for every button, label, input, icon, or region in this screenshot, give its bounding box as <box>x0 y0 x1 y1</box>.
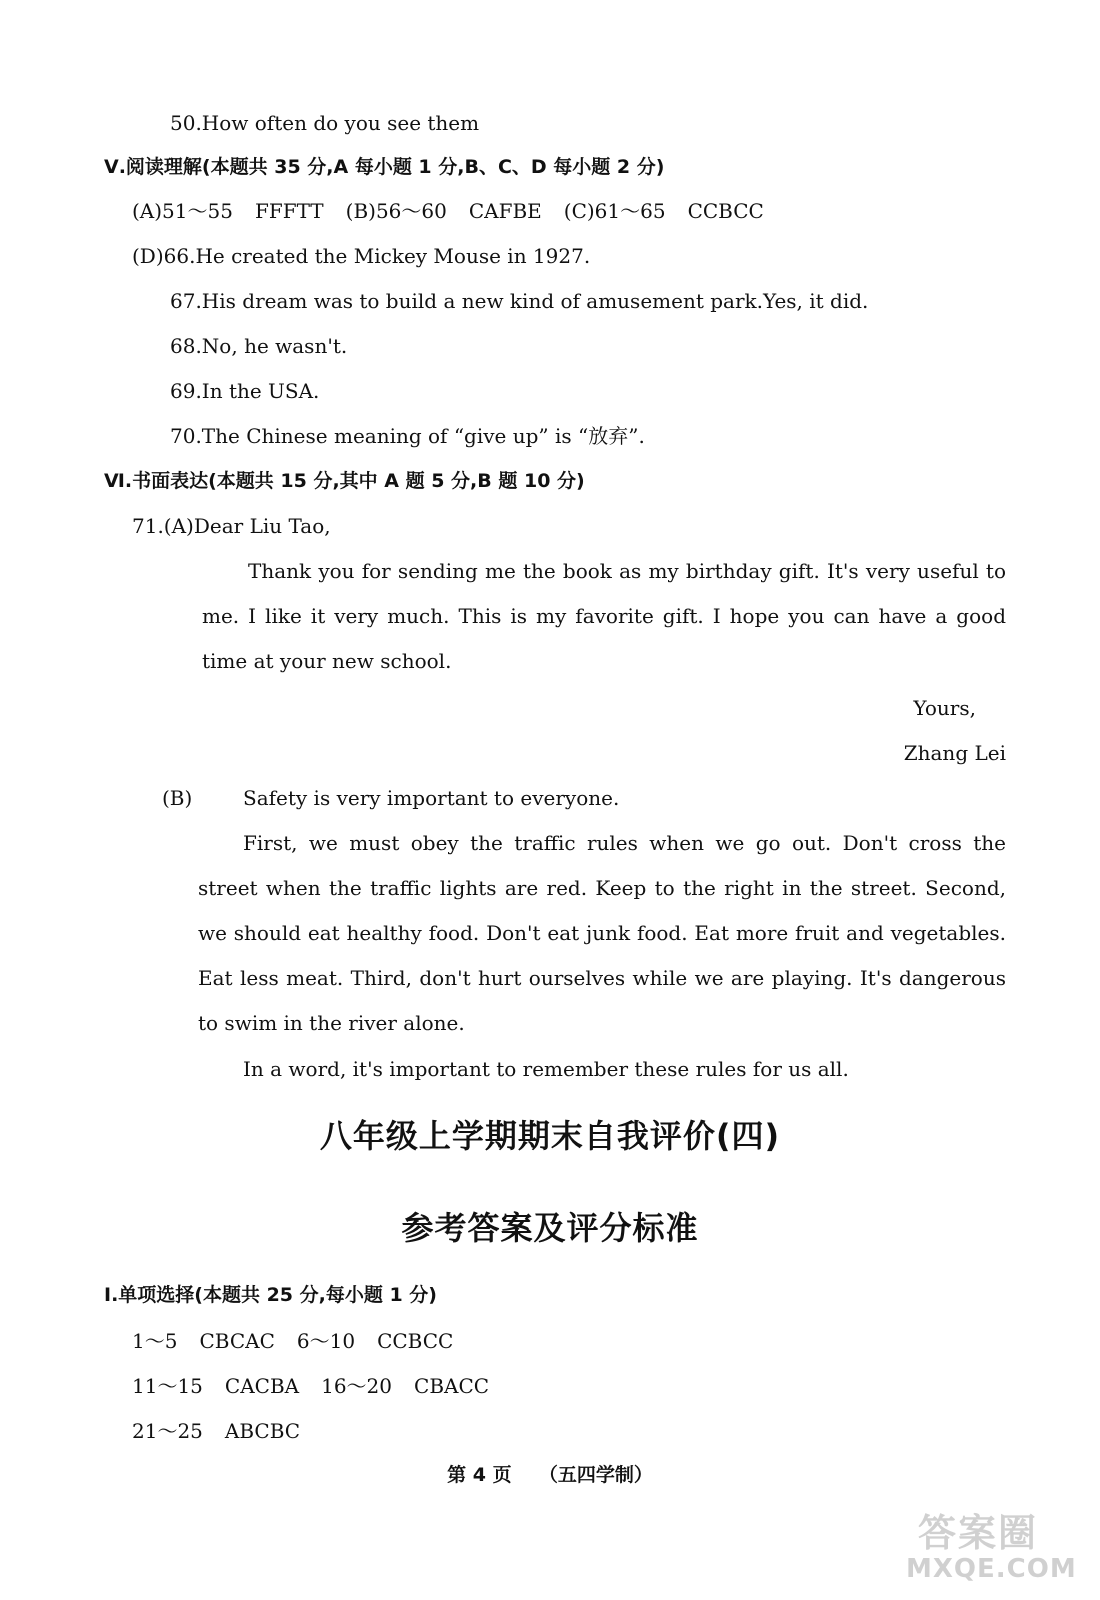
answer-row <box>132 1373 489 1399</box>
answer-value: CCBCC <box>377 1329 454 1353</box>
writing-a-closing: Yours, <box>913 696 976 720</box>
writing-b-body: First, we must obey the traffic rules when we go out. Don't cross the street when the traffic lights are red. Keep to the right in the street. Second, we should eat healthy food. Don't eat junk food. Eat more fruit and vegetables. Eat less meat. Third, don't hurt ourselves while we are playing. It's dangerous to swim in the river alone. <box>198 831 1006 1035</box>
school-system: （五四学制） <box>538 1464 653 1486</box>
section-heading-reading: Ⅴ.阅读理解(本题共 35 分,A 每小题 1 分,B、C、D 每小题 2 分) <box>104 156 665 178</box>
answer-d-66: (D)66.He created the Mickey Mouse in 1927. <box>132 244 591 268</box>
watermark-url: MXQE.COM <box>906 1554 1077 1584</box>
answer-range: 6～10 <box>296 1329 356 1353</box>
page-title: 八年级上学期期末自我评价(四) <box>319 1117 781 1155</box>
answer-row <box>132 1328 453 1354</box>
answer-d-68: 68.No, he wasn't. <box>170 334 348 358</box>
answer-range: 1～5 <box>132 1329 178 1353</box>
answers-abc-row <box>132 198 764 224</box>
answer-value: CACBA <box>224 1374 300 1398</box>
answer-value: ABCBC <box>224 1419 301 1443</box>
page-subtitle: 参考答案及评分标准 <box>401 1209 699 1247</box>
answer-a-label: (A)51～55 <box>132 199 233 223</box>
section-heading-writing: Ⅵ.书面表达(本题共 15 分,其中 A 题 5 分,B 题 10 分) <box>104 470 585 492</box>
answer-value: CBCAC <box>199 1329 275 1353</box>
page-footer <box>0 1462 1100 1488</box>
writing-b-conclusion: In a word, it's important to remember these rules for us all. <box>243 1057 849 1081</box>
answer-q50: 50.How often do you see them <box>170 111 480 135</box>
answer-range: 11～15 <box>132 1374 203 1398</box>
answer-c-value: CCBCC <box>687 199 764 223</box>
answer-range: 16～20 <box>321 1374 393 1398</box>
writing-b-first-line: Safety is very important to everyone. <box>243 786 620 810</box>
answer-range: 21～25 <box>132 1419 203 1443</box>
answer-c-label: (C)61～65 <box>563 199 666 223</box>
writing-a-signature: Zhang Lei <box>903 741 1006 765</box>
site-watermark <box>898 1502 1078 1592</box>
writing-a-label: 71.(A)Dear Liu Tao, <box>132 514 331 538</box>
writing-a-body: Thank you for sending me the book as my birthday gift. It's very useful to me. I like it very much. This is my favorite gift. I hope you can have a good time at your new school. <box>202 559 1006 673</box>
answer-b-label: (B)56～60 <box>345 199 447 223</box>
answer-b-value: CAFBE <box>468 199 542 223</box>
watermark-logo-text: 答案圈 <box>918 1511 1039 1555</box>
answer-row <box>132 1418 300 1444</box>
answer-a-value: FFFTT <box>254 199 324 223</box>
answer-d-69: 69.In the USA. <box>170 379 320 403</box>
answer-value: CBACC <box>414 1374 490 1398</box>
answer-d-67: 67.His dream was to build a new kind of amusement park.Yes, it did. <box>170 289 869 313</box>
page-number: 第 4 页 <box>447 1464 512 1486</box>
answer-d-70: 70.The Chinese meaning of “give up” is “放弃”. <box>170 424 645 448</box>
section-heading-single-choice: Ⅰ.单项选择(本题共 25 分,每小题 1 分) <box>104 1284 437 1306</box>
writing-b-label: (B) <box>162 786 193 810</box>
